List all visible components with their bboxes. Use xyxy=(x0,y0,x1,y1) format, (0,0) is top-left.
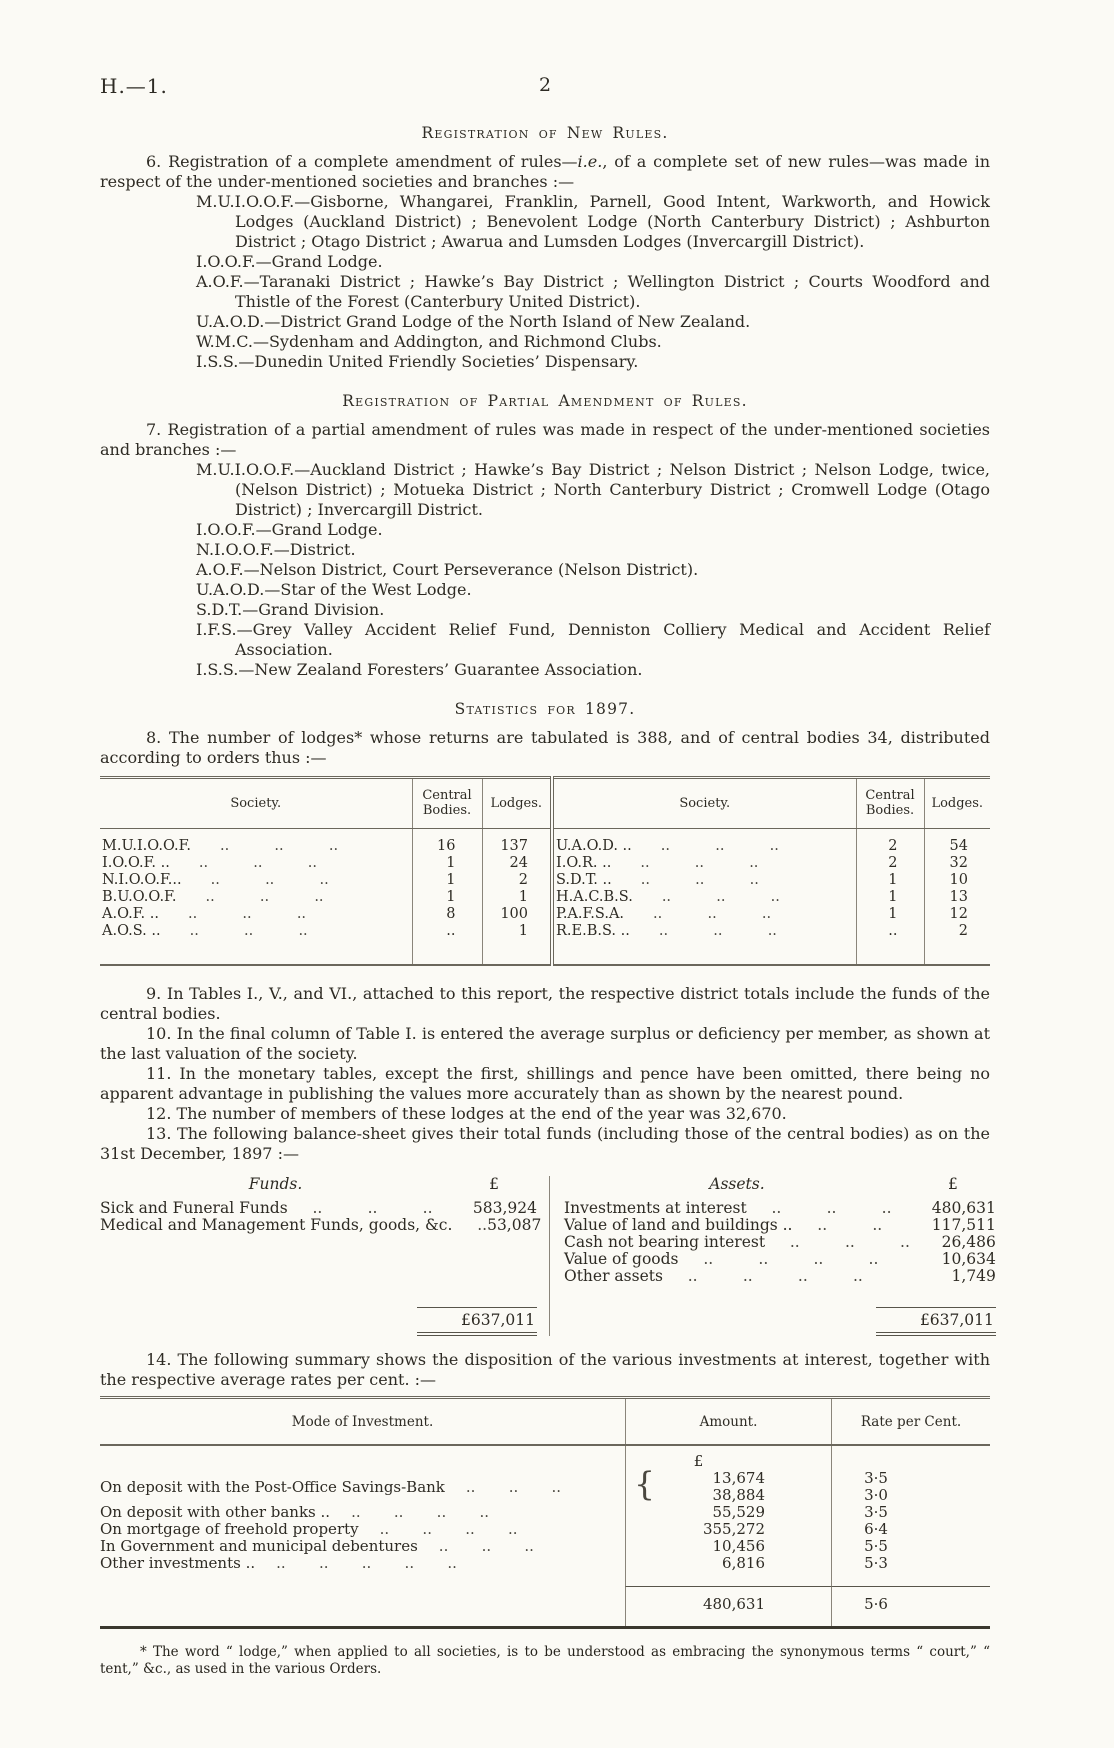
lodges-value: 12 xyxy=(924,906,990,923)
assets-heading: Assets. xyxy=(709,1175,765,1193)
mode-row xyxy=(100,1521,625,1538)
amount-value: 55,529 xyxy=(712,1503,765,1521)
mode-row xyxy=(100,1555,625,1572)
dot-leader: .. .. .. xyxy=(658,923,777,939)
rate-value: 3·5 xyxy=(864,1469,888,1487)
lodges-header: Lodges. xyxy=(924,778,990,829)
assets-value: 10,634 xyxy=(941,1250,996,1268)
society-name: I.O.R. .. xyxy=(556,855,612,871)
central-bodies-value: 1 xyxy=(412,889,482,906)
dot-leader: .. .. .. xyxy=(789,1233,910,1251)
assets-row xyxy=(564,1251,996,1268)
funds-row xyxy=(100,1200,537,1217)
dot-leader: .. .. .. .. xyxy=(687,1267,863,1285)
mode-label: Other investments .. xyxy=(100,1554,256,1572)
dot-leader: .. .. .. xyxy=(438,1537,534,1555)
table-row xyxy=(100,855,990,872)
list-item: S.D.T.—Grand Division. xyxy=(196,600,385,619)
funds-heading: Funds. xyxy=(248,1175,303,1193)
central-bodies-value: 1 xyxy=(856,889,924,906)
dot-leader: .. .. .. xyxy=(187,906,307,922)
assets-row xyxy=(564,1234,996,1251)
dot-leader: .. .. .. xyxy=(220,838,339,854)
assets-label: Value of goods xyxy=(564,1250,679,1268)
list-item: U.A.O.D.—District Grand Lodge of the North Island of New Zealand. xyxy=(196,312,751,331)
rate-value: 6·4 xyxy=(864,1520,888,1538)
table-row xyxy=(100,872,990,889)
paragraph-14: 14. The following summary shows the disposition of the various investments at interest, together with the respective average rates per cent. :— xyxy=(100,1350,990,1389)
assets-label: Cash not bearing interest xyxy=(564,1233,766,1251)
society-header: Society. xyxy=(552,778,856,829)
section-heading-partial-amendment: Registration of Partial Amendment of Rules. xyxy=(342,392,748,410)
assets-row xyxy=(564,1200,996,1217)
society-name: U.A.O.D. .. xyxy=(556,838,632,854)
footnote: * The word “ lodge,” when applied to all societies, is to be understood as embracing the synonymous terms “ court,” “ tent,” &c., as used in the various Orders. xyxy=(100,1644,990,1677)
dot-leader: .. .. .. xyxy=(189,923,308,939)
dot-leader: .. .. .. xyxy=(465,1478,562,1496)
funds-value: 53,087 xyxy=(487,1216,542,1234)
rate-per-cent-header: Rate per Cent. xyxy=(831,1399,990,1444)
society-name: M.U.I.O.O.F. xyxy=(102,838,191,854)
central-bodies-value: 1 xyxy=(412,872,482,889)
amount-value: 6,816 xyxy=(722,1554,765,1572)
list-item: M.U.I.O.O.F.—Auckland District ; Hawke’s Bay District ; Nelson District ; Nelson Lodge, twice, (Nelson District) ; Motueka District ; North Canterbury District ; Cromwell Lodge (Otago District) ; Invercargill District. xyxy=(196,460,990,519)
list-item: A.O.F.—Nelson District, Court Perseverance (Nelson District). xyxy=(196,560,699,579)
mode-row xyxy=(100,1504,625,1521)
assets-value: 1,749 xyxy=(951,1267,996,1285)
assets-row xyxy=(564,1217,996,1234)
new-rules-list xyxy=(100,192,990,372)
amount-header: Amount. xyxy=(625,1399,831,1444)
list-item: M.U.I.O.O.F.—Gisborne, Whangarei, Franklin, Parnell, Good Intent, Warkworth, and Howick Lodges (Auckland District) ; Benevolent Lodge (North Canterbury District) ; Ashburton District ; Otago District ; Awarua and Lumsden Lodges (Invercargill District). xyxy=(196,192,990,251)
society-name: S.D.T. .. xyxy=(556,872,612,888)
central-bodies-value: 16 xyxy=(412,829,482,856)
assets-label: Value of land and buildings .. xyxy=(564,1216,793,1234)
society-name: N.I.O.O.F... xyxy=(102,872,182,888)
list-item: I.F.S.—Grey Valley Accident Relief Fund, Denniston Colliery Medical and Accident Relief Association. xyxy=(196,620,990,659)
central-bodies-value: 2 xyxy=(856,829,924,856)
lodges-value: 54 xyxy=(924,829,990,856)
list-item: I.O.O.F.—Grand Lodge. xyxy=(196,520,383,539)
dot-leader: .. .. .. xyxy=(640,855,759,871)
dot-leader: .. .. .. xyxy=(653,906,772,922)
assets-value: 26,486 xyxy=(941,1233,996,1251)
central-bodies-value: 2 xyxy=(856,855,924,872)
lodges-value: 10 xyxy=(924,872,990,889)
paragraph-9: 9. In Tables I., V., and VI., attached to this report, the respective district totals include the funds of the central bodies. xyxy=(100,984,990,1023)
assets-value: 480,631 xyxy=(931,1199,996,1217)
mode-row xyxy=(100,1470,625,1504)
investments-body xyxy=(100,1446,990,1586)
assets-total: £637,011 xyxy=(876,1307,996,1336)
paragraph-12: 12. The number of members of these lodges at the end of the year was 32,670. xyxy=(146,1104,787,1123)
funds-column xyxy=(100,1176,550,1336)
statistics-header-row xyxy=(100,778,990,829)
society-name: P.A.F.S.A. xyxy=(556,906,625,922)
notes-paragraphs xyxy=(100,984,990,1164)
paragraph-6-lead: 6. Registration of a complete amendment of rules— xyxy=(146,152,578,171)
dot-leader: .. .. .. xyxy=(771,1199,892,1217)
paragraph-8: 8. The number of lodges* whose returns are tabulated is 388, and of central bodies 34, distributed according to orders thus :— xyxy=(100,728,990,767)
mode-label: In Government and municipal debentures xyxy=(100,1537,418,1555)
lodges-value: 24 xyxy=(482,855,552,872)
page-number: 2 xyxy=(538,74,552,96)
assets-row xyxy=(564,1268,996,1285)
central-bodies-value: 8 xyxy=(412,906,482,923)
lodges-value: 100 xyxy=(482,906,552,923)
funds-row xyxy=(100,1216,542,1234)
central-bodies-value: .. xyxy=(412,923,482,965)
lodges-value: 137 xyxy=(482,829,552,856)
society-name: A.O.S. .. xyxy=(102,923,161,939)
table-row xyxy=(100,889,990,906)
lodges-value: 32 xyxy=(924,855,990,872)
lodges-value: 1 xyxy=(482,923,552,965)
dot-leader: .. .. .. xyxy=(198,855,317,871)
list-item: N.I.O.O.F.—District. xyxy=(196,540,356,559)
list-item: W.M.C.—Sydenham and Addington, and Richmond Clubs. xyxy=(196,332,662,351)
assets-label: Other assets xyxy=(564,1267,663,1285)
paragraph-10: 10. In the final column of Table I. is entered the average surplus or deficiency per member, as shown at the last valuation of the society. xyxy=(100,1024,990,1063)
assets-value: 117,511 xyxy=(931,1216,996,1234)
dot-leader: .. .. xyxy=(817,1216,883,1234)
central-bodies-value: 1 xyxy=(856,872,924,889)
amount-value: 13,674 xyxy=(712,1469,765,1487)
amount-value: 355,272 xyxy=(702,1520,765,1538)
assets-column xyxy=(550,1176,996,1336)
balance-sheet xyxy=(100,1175,996,1336)
paragraph-6-italic: i.e. xyxy=(577,152,603,171)
central-bodies-value: 1 xyxy=(856,906,924,923)
society-name: R.E.B.S. .. xyxy=(556,923,630,939)
mode-of-investment-header: Mode of Investment. xyxy=(291,1414,434,1430)
amount-value: 38,884 xyxy=(712,1486,765,1504)
rate-value: 5·3 xyxy=(864,1554,888,1572)
society-header: Society. xyxy=(100,778,412,829)
funds-label: Sick and Funeral Funds xyxy=(100,1199,288,1217)
total-amount: 480,631 xyxy=(702,1595,765,1613)
brace-glyph: { xyxy=(634,1464,655,1503)
dot-leader: .. xyxy=(477,1216,488,1234)
dot-leader: .. .. .. xyxy=(210,872,329,888)
list-item: U.A.O.D.—Star of the West Lodge. xyxy=(196,580,472,599)
mode-column xyxy=(100,1446,625,1586)
dot-leader: .. .. .. .. xyxy=(351,1503,490,1521)
central-bodies-value: 1 xyxy=(412,855,482,872)
mode-label: On deposit with the Post-Office Savings-Bank xyxy=(100,1478,445,1496)
list-item: A.O.F.—Taranaki District ; Hawke’s Bay District ; Wellington District ; Courts Woodford and Thistle of the Forest (Canterbury United District). xyxy=(196,272,990,311)
section-heading-new-rules: Registration of New Rules. xyxy=(421,124,669,142)
central-bodies-header: Central Bodies. xyxy=(856,778,924,829)
dot-leader: .. .. .. xyxy=(661,889,780,905)
lodges-value: 1 xyxy=(482,889,552,906)
dot-leader: .. .. .. .. xyxy=(703,1250,879,1268)
rate-value: 5·5 xyxy=(864,1537,888,1555)
amount-value: 10,456 xyxy=(712,1537,765,1555)
rate-value: 3·5 xyxy=(864,1503,888,1521)
table-row xyxy=(100,829,990,856)
investments-table xyxy=(100,1396,990,1629)
amount-column xyxy=(625,1446,831,1586)
partial-rules-list xyxy=(100,460,990,680)
funds-label: Medical and Management Funds, goods, &c. xyxy=(100,1216,453,1234)
lodges-header: Lodges. xyxy=(482,778,552,829)
list-item: I.O.O.F.—Grand Lodge. xyxy=(196,252,383,271)
mode-label: On mortgage of freehold property xyxy=(100,1520,359,1538)
dot-leader: .. .. .. xyxy=(640,872,759,888)
currency-symbol: £ xyxy=(489,1175,499,1193)
paragraph-6-tail: , of a complete set of new rules—was made in respect of the under-mentioned societies and branches :— xyxy=(100,152,990,191)
currency-symbol: £ xyxy=(947,1175,958,1193)
funds-total: £637,011 xyxy=(417,1307,537,1336)
investments-header-row xyxy=(100,1396,990,1446)
lodges-value: 2 xyxy=(482,872,552,889)
dot-leader: .. .. .. .. xyxy=(379,1520,518,1538)
investments-total-row xyxy=(100,1586,990,1626)
lodges-value: 2 xyxy=(924,923,990,965)
total-rate: 5·6 xyxy=(864,1595,888,1613)
mode-row xyxy=(100,1538,625,1555)
central-bodies-header: Central Bodies. xyxy=(412,778,482,829)
mode-label: On deposit with other banks .. xyxy=(100,1503,331,1521)
list-item: I.S.S.—Dunedin United Friendly Societies’ Dispensary. xyxy=(196,352,639,371)
table-row xyxy=(100,906,990,923)
funds-value: 583,924 xyxy=(472,1199,537,1217)
dot-leader: .. .. .. xyxy=(660,838,779,854)
statistics-table xyxy=(100,776,990,966)
currency-symbol: £ xyxy=(693,1452,704,1470)
section-heading-statistics: Statistics for 1897. xyxy=(454,700,636,718)
doc-reference: H.—1. xyxy=(100,74,168,98)
society-name: A.O.F. .. xyxy=(102,906,159,922)
lodges-value: 13 xyxy=(924,889,990,906)
page-header xyxy=(100,0,990,104)
central-bodies-value: .. xyxy=(856,923,924,965)
paragraph-11: 11. In the monetary tables, except the first, shillings and pence have been omitted, there being no apparent advantage in publishing the values more accurately than as shown by the nearest pound. xyxy=(100,1064,990,1103)
list-item: I.S.S.—New Zealand Foresters’ Guarantee Association. xyxy=(196,660,643,679)
assets-label: Investments at interest xyxy=(564,1199,747,1217)
table-row xyxy=(100,923,990,965)
rate-value: 3·0 xyxy=(864,1486,888,1504)
paragraph-13: 13. The following balance-sheet gives their total funds (including those of the central bodies) as on the 31st December, 1897 :— xyxy=(100,1124,990,1163)
society-name: B.U.O.O.F. xyxy=(102,889,177,905)
dot-leader: .. .. .. .. .. xyxy=(276,1554,457,1572)
paragraph-6 xyxy=(100,152,990,192)
society-name: I.O.O.F. .. xyxy=(102,855,170,871)
dot-leader: .. .. .. xyxy=(205,889,324,905)
society-name: H.A.C.B.S. xyxy=(556,889,633,905)
dot-leader: .. .. .. xyxy=(312,1199,433,1217)
rate-column xyxy=(831,1446,990,1586)
paragraph-7: 7. Registration of a partial amendment of rules was made in respect of the under-mentioned societies and branches :— xyxy=(100,420,990,459)
